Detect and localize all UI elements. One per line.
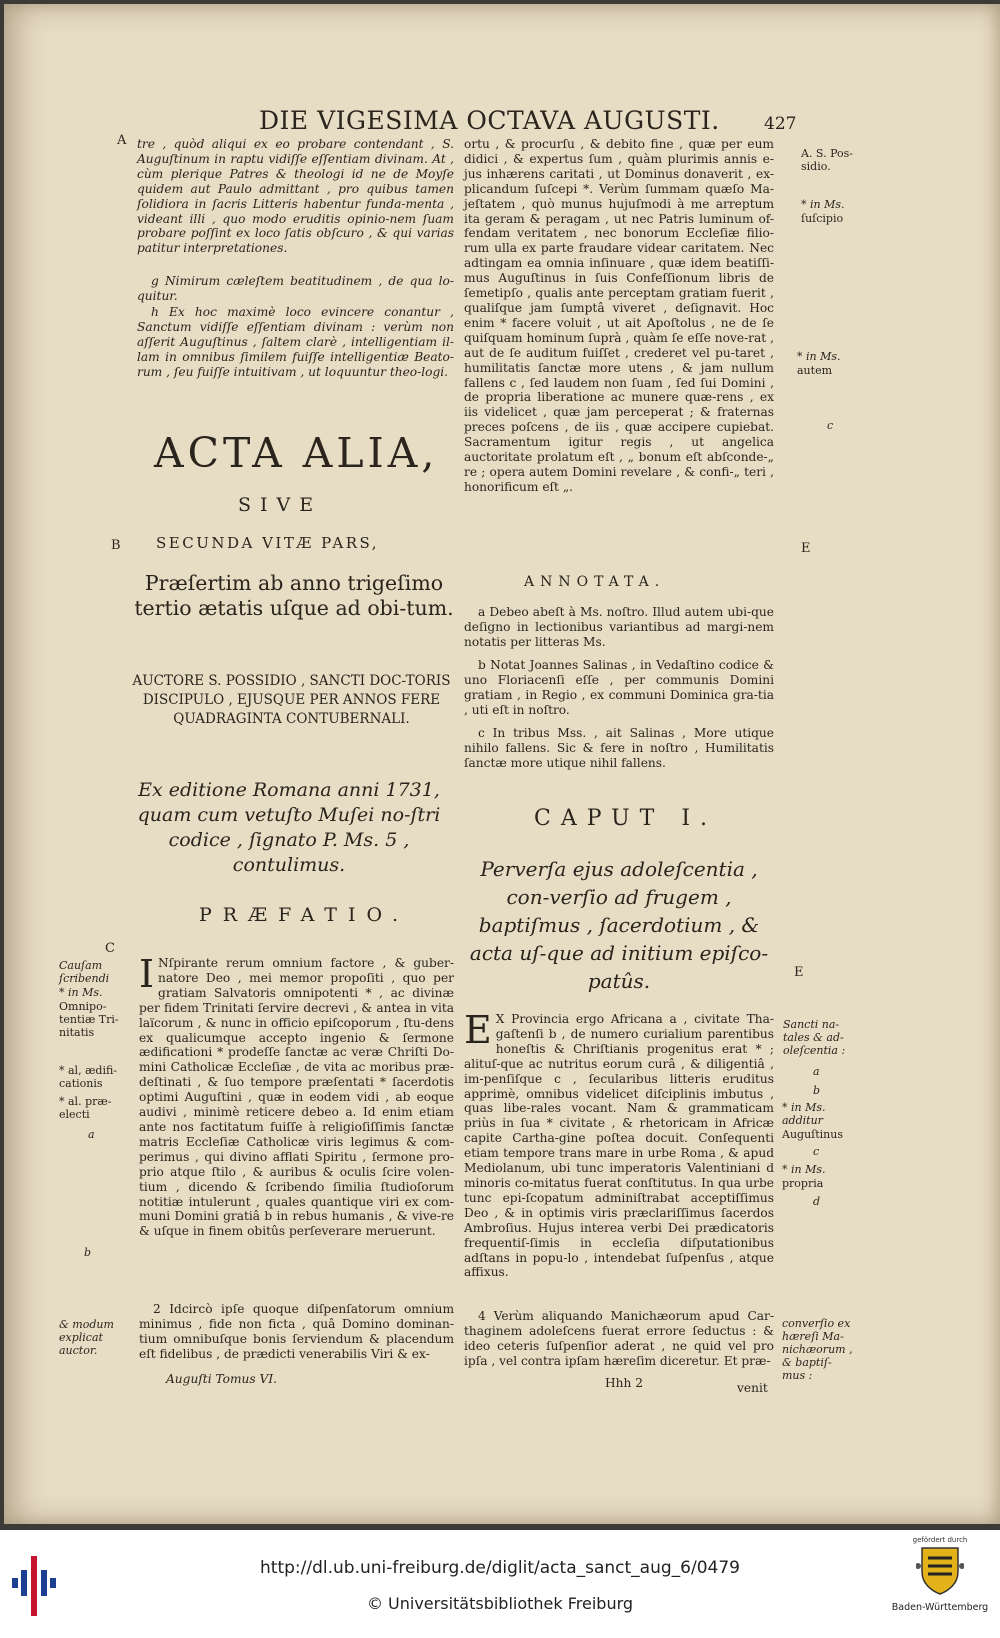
- catchword-right: venit: [737, 1381, 768, 1395]
- margin-note-c-right: c: [813, 1145, 820, 1158]
- title-secunda-pars: SECUNDA VITÆ PARS,: [156, 534, 379, 552]
- caput-subtitle: Perverſa ejus adoleſcentia , con-verſio ad frugem , baptiſmus , ſacerdotium , & acta uſ-que ad initium epiſco-patûs.: [469, 857, 769, 993]
- margin-letter-e-1: E: [801, 541, 811, 556]
- margin-aedificationis: * al, ædifi-cationis: [59, 1064, 118, 1090]
- margin-omnipotentiae: Omnipo-tentiæ Tri-nitatis: [59, 1000, 119, 1039]
- dropcap-e: E: [464, 1008, 492, 1052]
- dropcap-i: I: [139, 952, 155, 996]
- annotation-a: a Debeo abeſt à Ms. noſtro. Illud autem ubi-que deſigno in lectionibus variantibus ad margi-nem notatis per litteras Ms.: [464, 605, 774, 649]
- signature-mark: Hhh 2: [605, 1376, 643, 1390]
- margin-note-d-right: d: [813, 1195, 821, 1208]
- annotata-heading: ANNOTATA.: [524, 574, 666, 590]
- caput-heading: CAPUT I.: [534, 806, 718, 831]
- praefatio-paragraph-1: [139, 952, 454, 1239]
- annotation-c: c In tribus Mss. , ait Salinas , More utique nihilo fallens. Sic & fere in noſtro , Humilitatis ſanctæ more utique nihil fallens.: [464, 726, 774, 770]
- caput-p1-text: X Provincia ergo Africana a , civitate Tha-gaſtenſi b , de numero curialium parentibus honeſtis & Chriſtianis progenitus erat * ; alituſ-que ac nutritus eorum curâ , & diligentiâ , im-penſiſque c , ſecularibus litteris eruditus apprimè, omnibus videlicet diſciplinis imbutus , quas libe-rales vocant. Nam & grammaticam priùs in ſua * civitate , & rhetoricam in Africæ capite Cartha-gine poſtea docuit. Conſequenti etiam tempore trans mare in urbe Roma , & apud Mediolanum, ubi tunc imperatoris Valentiniani d minoris co-mitatus fuerat conſtitutus. In qua urbe tunc epi-ſcopatum adminiſtrabat acceptiſſimus Deo , & in optimis viris præclariſſimus ſacerdos Ambroſius. Hujus interea verbi Dei prædicatoris frequentiſ-ſimis in eccleſia diſputationibus adſtans in popu-lo , intendebat ſuſpenſus , atque affixus.: [464, 1012, 774, 1280]
- sponsor-name: Baden-Württemberg: [891, 1602, 989, 1613]
- margin-in-ms-suscipio: * in Ms.: [801, 198, 845, 211]
- sponsor-label: gefördert durch: [912, 1536, 968, 1544]
- note-intro: tre , quòd aliqui ex eo probare contendant , S. Auguſtinum in raptu vidiſſe eſſentiam divinam. At , cùm plerique Patres & theologi id ne de Moyſe quidem aut Paulo admittant , pro quibus tamen ſolidiora in ſacris Litteris habentur funda-menta , videant illi , quo modo eruditis opinio-nem ſuam probare poſſint ex loco ſatis obſcuro , & qui varias patitur interpretationes.: [137, 137, 454, 256]
- sponsor-block: [885, 1536, 995, 1636]
- margin-modum: & modum explicat auctor.: [59, 1318, 114, 1357]
- copyright-text: © Universitätsbibliothek Freiburg: [366, 1594, 634, 1613]
- margin-note-b-right: b: [813, 1084, 821, 1097]
- margin-praeelecti: * al. præ-electi: [59, 1095, 112, 1121]
- margin-causam: Cauſam ſcribendi: [59, 959, 110, 985]
- title-auctore: AUCTORE S. POSSIDIO , SANCTI DOC-TORIS DISCIPULO , EJUSQUE PER ANNOS FERE QUADRAGINTA CONTUBERNALI.: [132, 673, 451, 727]
- note-h: h Ex hoc maximè loco evincere conantur , Sanctum vidiſſe eſſentiam divinam : verùm non aſſerit Auguſtinus , ſaltem clarè , intelligentiam il-lam in omnibus ſimilem fuiſſe intelligentiæ Beato-rum , ſeu fuiſſe intuitivam , ut loquuntur theo-logi.: [137, 305, 454, 379]
- margin-suscipio: ſuſcipio: [801, 212, 844, 225]
- margin-letter-b: B: [111, 538, 121, 553]
- running-head: DIE VIGESIMA OCTAVA AUGUSTI.: [259, 106, 720, 135]
- page-url[interactable]: http://dl.ub.uni-freiburg.de/diglit/acta_sanct_aug_6/0479: [260, 1558, 740, 1578]
- title-sive: SIVE: [238, 494, 323, 516]
- margin-note-b: b: [84, 1246, 92, 1259]
- margin-sancti-natales: Sancti na-tales & ad-oleſcentia :: [783, 1018, 846, 1057]
- margin-conversio: converſio ex hæreſi Ma-nichæorum , & baptiſ-mus :: [782, 1317, 853, 1382]
- margin-propria: propria: [782, 1177, 824, 1190]
- margin-letter-a: A: [117, 133, 127, 148]
- margin-letter-e-2: E: [794, 965, 804, 980]
- margin-note-c: c: [827, 419, 834, 432]
- catchword-left: Auguſti Tomus VI.: [166, 1372, 278, 1386]
- caput-paragraph-1: [464, 1008, 774, 1280]
- title-praesertim: Præſertim ab anno trigeſimo tertio ætatis uſque ad obi-tum.: [134, 571, 454, 620]
- viewer-footer: [0, 1530, 1000, 1638]
- praefatio-paragraph-2: 2 Idcircò ipſe quoque diſpenſatorum omnium minimus , fide non ficta , quâ Domino dominan-tium omnibuſque bonis ſerviendum & placendum eſt fidelibus , de prædicti venerabilis Viri & ex-: [139, 1302, 454, 1361]
- annotation-b: b Notat Joannes Salinas , in Vedaſtino codice & uno Floriacenſi eſſe , per communis Domini gratiam , in Regio , ex communi Dominica gra-tia , uti eſt in noſtro.: [464, 658, 774, 717]
- title-praefatio: PRÆFATIO.: [198, 904, 409, 926]
- title-acta-alia: ACTA ALIA,: [154, 429, 439, 477]
- page-number: 427: [764, 114, 797, 134]
- book-page: [4, 4, 1000, 1524]
- margin-note-a: a: [88, 1128, 95, 1141]
- library-logo-icon: [12, 1542, 56, 1630]
- margin-augustinus: Auguſtinus: [782, 1128, 843, 1141]
- margin-in-ms-additur: * in Ms. additur: [782, 1101, 826, 1127]
- right-column-text: ortu , & procurſu , & debito fine , quæ per eum didici , & expertus ſum , quàm plurimis annis e-jus inhærens caritati , ut Dominus donaverit , ex-plicandum ſuſcepi *. Verùm ſummam quæſo Ma-jeſtatem , quò munus hujuſmodi à me arreptum ita geram & peragam , ut nec Patris luminum of-fendam veritatem , nec bonorum Eccleſiæ filio-rum ulla ex parte fraudare videar caritatem. Nec adtingam ea omnia inſinuare , quæ idem beatiſſi-mus Auguſtinus in ſuis Confeſſionum libris de ſemetipſo , qualis ante perceptam gratiam fuerit , qualiſque jam ſumptâ viveret , deſignavit. Hoc enim * facere voluit , ut ait Apoſtolus , ne de ſe quiſquam hominum ſuprà , quàm ſe eſſe nove-rat , aut de ſe auditum fuiſſet , crederet vel pu-taret , humilitatis ſanctæ more utens , & jam nullum fallens c , ſed laudem non ſuam , ſed ſui Domini , de propria liberatione ac munere quæ-rens , ex iis videlicet , quæ jam perceperat ; & fraternas preces poſcens , de iis , quæ accipere cupiebat. Sacramentum igitur regis , ut angelica auctoritate prolatum eſt , „ bonum eſt abſconde-„ re ; opera autem Domini revelare , & confi-„ teri , honorificum eſt „.: [464, 137, 774, 494]
- caput-paragraph-2: 4 Verùm aliquando Manichæorum apud Car-thaginem adoleſcens fuerat errore ſeductus : & ideo ceteris ſuſpenſior aderat , ne quid vel pro ipſa , vel contra ipſam hæreſim diceretur. Et præ-: [464, 1309, 774, 1368]
- title-editio: Ex editione Romana anni 1731, quam cum vetuſto Muſei no-ſtri codice , ſignato P. Ms. 5 , contulimus.: [137, 779, 441, 876]
- margin-letter-c: C: [105, 941, 115, 956]
- praefatio-p1-text: Nſpirante rerum omnium factore , & guber-natore Deo , mei memor propoſiti , quo per gratiam Salvatoris omnipotenti * , ac divinæ per fidem Trinitati ſervire decrevi , & antea in vita laïcorum , & nunc in officio epiſcoporum , ſtu-dens ex qualicumque accepto ingenio & ſermone ædificationi * prodeſſe ſanctæ ac veræ Chriſti Do-mini Catholicæ Eccleſiæ , de vita ac moribus præ-deſtinati , & ſuo tempore præſentati * ſacerdotis optimi Auguſtini , quæ in eodem vidi , ab eoque audivi , minimè reticere debeo a. Id enim etiam ante nos factitatum fuiſſe à religioſiſſimis ſanctæ matris Eccleſiæ Catholicæ viris legimus & com-perimus , qui divino afflati Spiritu , ſermone pro-prio atque ſtilo , & auribus & oculis ſcire volen-tium , dicendo & ſcribendo ſimilia ſtudioſorum notitiæ intulerunt , quales quantique viri ex com-muni Domini gratiâ b in rebus humanis , & vive-re & uſque in finem obitûs perſeverare meruerunt.: [139, 956, 454, 1239]
- note-g: g Nimirum cæleſtem beatitudinem , de qua lo-quitur.: [137, 274, 454, 303]
- margin-note-a-right: a: [813, 1065, 820, 1078]
- margin-autem: autem: [797, 364, 833, 377]
- margin-in-ms-autem: * in Ms.: [797, 350, 841, 363]
- margin-in-ms-propria: * in Ms.: [782, 1163, 826, 1176]
- margin-a-possidio: A. S. Pos-sidio.: [801, 147, 854, 173]
- margin-in-ms: * in Ms.: [59, 986, 103, 999]
- state-coat-of-arms-icon: [916, 1544, 964, 1596]
